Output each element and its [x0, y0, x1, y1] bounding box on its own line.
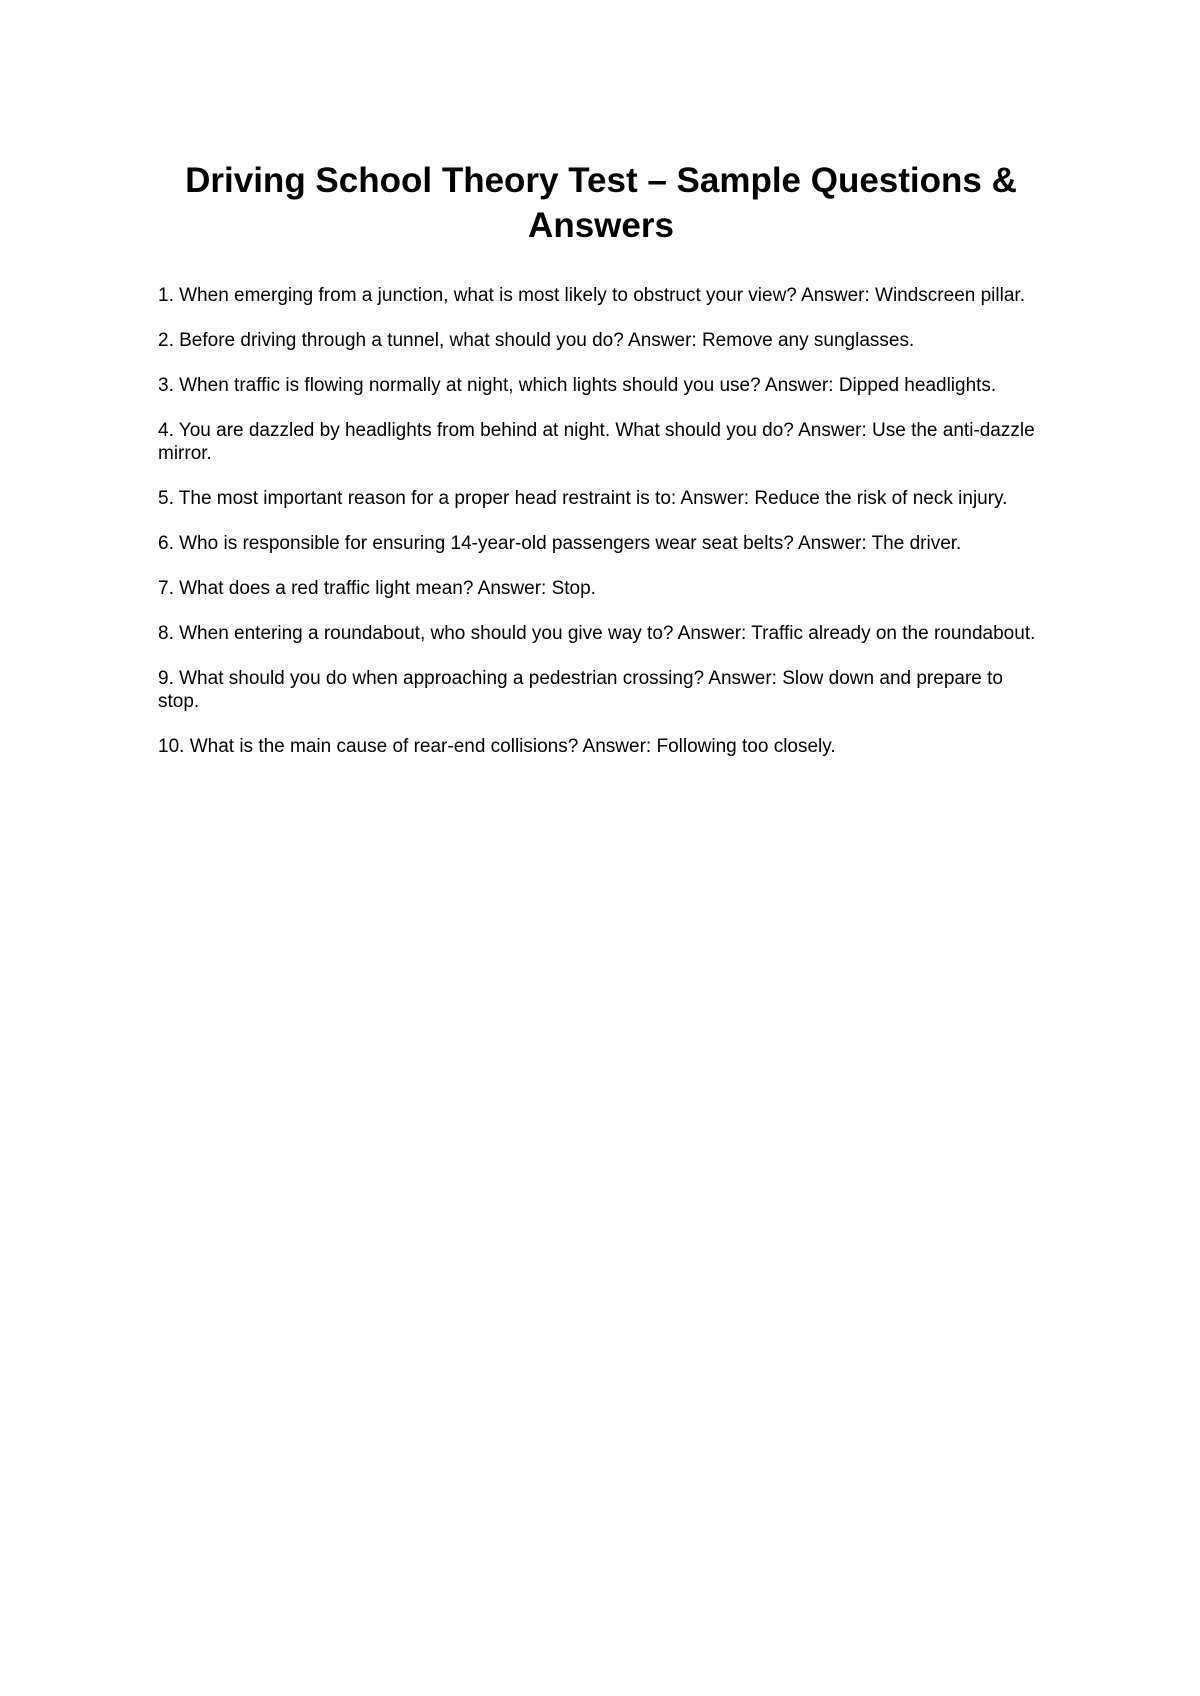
question-item-5: 5. The most important reason for a proper head restraint is to: Answer: Reduce the risk of neck injury.	[158, 488, 1008, 509]
question-item-1: 1. When emerging from a junction, what is most likely to obstruct your view? Answer: Windscreen pillar.	[158, 285, 1025, 306]
question-item-3: 3. When traffic is flowing normally at night, which lights should you use? Answer: Dipped headlights.	[158, 375, 997, 396]
question-item-6: 6. Who is responsible for ensuring 14-year-old passengers wear seat belts? Answer: The driver.	[158, 533, 962, 554]
question-list	[158, 284, 1044, 758]
question-item-7: 7. What does a red traffic light mean? Answer: Stop.	[158, 578, 596, 599]
question-item-4: 4. You are dazzled by headlights from behind at night. What should you do? Answer: Use the anti-dazzle mirror.	[158, 420, 1035, 464]
document-page	[158, 158, 1044, 780]
question-item-9: 9. What should you do when approaching a pedestrian crossing? Answer: Slow down and prepare to stop.	[158, 668, 1003, 712]
document-title: Driving School Theory Test – Sample Questions & Answers	[185, 161, 1017, 245]
question-item-8: 8. When entering a roundabout, who should you give way to? Answer: Traffic already on the roundabout.	[158, 623, 1036, 644]
question-item-2: 2. Before driving through a tunnel, what should you do? Answer: Remove any sunglasses.	[158, 330, 915, 351]
question-item-10: 10. What is the main cause of rear-end collisions? Answer: Following too closely.	[158, 736, 836, 757]
